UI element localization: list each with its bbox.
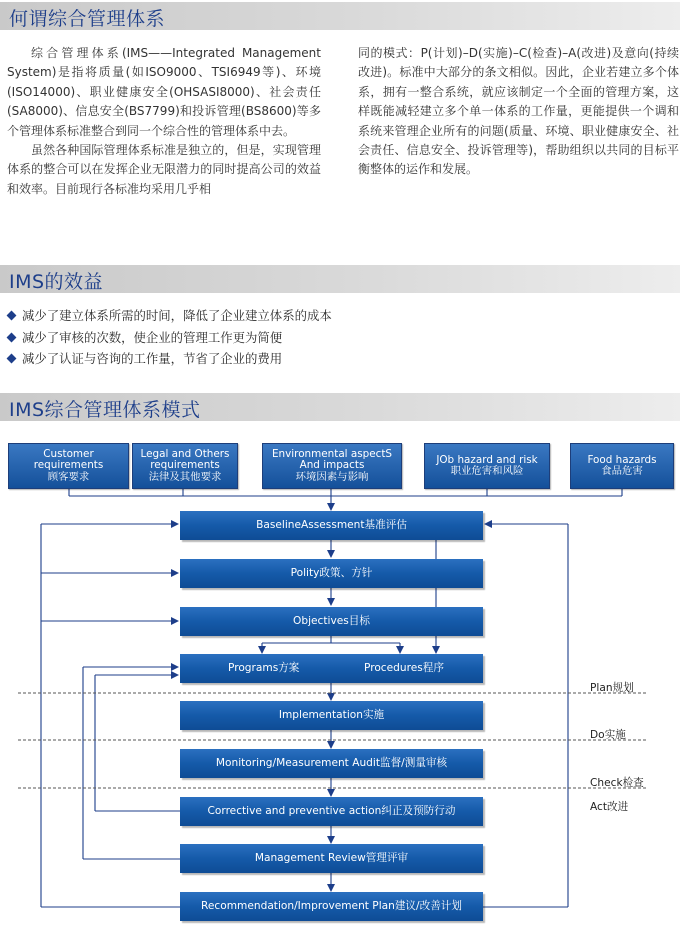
step-objectives	[180, 607, 483, 636]
diamond-bullet-icon	[7, 332, 17, 342]
box-label: requirements	[33, 459, 104, 472]
list-item-text: 减少了认证与咨询的工作量，节省了企业的费用	[22, 351, 283, 367]
phase-label-do: Do实施	[590, 729, 626, 741]
phase-label-check: Check检查	[590, 777, 644, 789]
step-baseline-assessment	[180, 511, 483, 540]
list-item-text: 减少了建立体系所需的时间，降低了企业建立体系的成本	[22, 308, 332, 323]
box-label: 环境因素与影响	[295, 470, 369, 483]
phase-label-plan: Plan规划	[590, 682, 634, 694]
box-label: 食品危害	[601, 465, 643, 477]
step-label: Polity政策、方针	[290, 567, 373, 579]
section-title: IMS综合管理体系模式	[9, 399, 201, 421]
step-label: BaselineAssessment基准评估	[256, 519, 407, 531]
box-label: 职业危害和风险	[450, 465, 524, 477]
input-legal-requirements	[132, 443, 238, 489]
section-header-ims-definition	[0, 2, 680, 30]
step-label: Corrective and preventive action纠正及预防行动	[207, 805, 456, 817]
paragraph: 同的模式：P(计划)–D(实施)–C(检查)–A(改进)及意向(持续改进)。标准中大部分的条文相似。因此，企业若建立多个体系，拥有一整合系统，就应该制定一个全面的管理方案，这样既能减轻建立多个单一体系的工作量，更能提供一个调和系统来管理企业所有的问题(质量、环境、职业健康安全、社会责任、信息安全、投诉管理等)，帮助组织以共同的目标平衡整体的运作和发展。	[358, 46, 679, 177]
input-environmental-aspects	[262, 443, 402, 489]
list-item	[7, 327, 332, 349]
step-label: Management Review管理评审	[254, 852, 409, 864]
box-label: And impacts	[299, 459, 365, 472]
input-job-hazard	[424, 443, 550, 489]
step-policy	[180, 559, 483, 588]
step-programs-procedures	[180, 654, 483, 683]
step-label: Monitoring/Measurement Audit监督/测量审核	[215, 757, 448, 769]
box-label: Customer	[43, 447, 94, 460]
input-customer-requirements	[8, 443, 129, 489]
input-food-hazards	[570, 443, 674, 489]
step-management-review	[180, 844, 483, 873]
box-label: 法律及其他要求	[148, 470, 222, 483]
diamond-bullet-icon	[7, 354, 17, 364]
box-label: Food hazards	[587, 453, 657, 466]
section-title: IMS的效益	[9, 271, 104, 293]
step-corrective-action	[180, 797, 483, 826]
step-label: Implementation实施	[278, 709, 385, 721]
benefit-list	[7, 305, 332, 370]
section-title: 何谓综合管理体系	[9, 8, 166, 30]
left-text-column	[7, 44, 321, 199]
step-label-programs: Programs方案	[228, 662, 300, 674]
box-label: Environmental aspectS	[271, 447, 393, 460]
box-label: JOb hazard and risk	[436, 453, 538, 466]
box-label: requirements	[150, 459, 220, 472]
section-header-ims-benefits	[0, 265, 680, 293]
right-text-column	[358, 44, 679, 180]
paragraph: 综合管理体系(IMS——Integrated Management System)是指将质量(如ISO9000、TSI6949等)、环境(ISO14000)、职业健康安全(OHSASI8000)、社会责任(SA8000)、信息安全(BS7799)和投诉管理(BS8600)等多个管理体系标准整合到同一个综合性的管理体系中去。	[7, 46, 321, 138]
step-label: Objectives目标	[293, 615, 370, 627]
box-label: Legal and Others	[140, 447, 230, 460]
list-item	[7, 348, 332, 370]
step-label-procedures: Procedures程序	[364, 662, 444, 674]
step-monitoring-audit	[180, 749, 483, 778]
box-label: 顾客要求	[47, 470, 90, 483]
list-item	[7, 305, 332, 327]
phase-label-act: Act改进	[590, 801, 629, 813]
step-implementation	[180, 701, 483, 730]
diamond-bullet-icon	[7, 311, 17, 321]
paragraph: 虽然各种国际管理体系标准是独立的，但是，实现管理体系的整合可以在发挥企业无限潜力的同时提高公司的效益和效率。目前现行各标准均采用几乎相	[7, 143, 321, 196]
section-header-ims-model	[0, 393, 680, 421]
step-recommendation-plan	[180, 892, 483, 921]
list-item-text: 减少了审核的次数，使企业的管理工作更为简便	[22, 329, 283, 345]
step-label: Recommendation/Improvement Plan建议/改善计划	[201, 900, 462, 912]
